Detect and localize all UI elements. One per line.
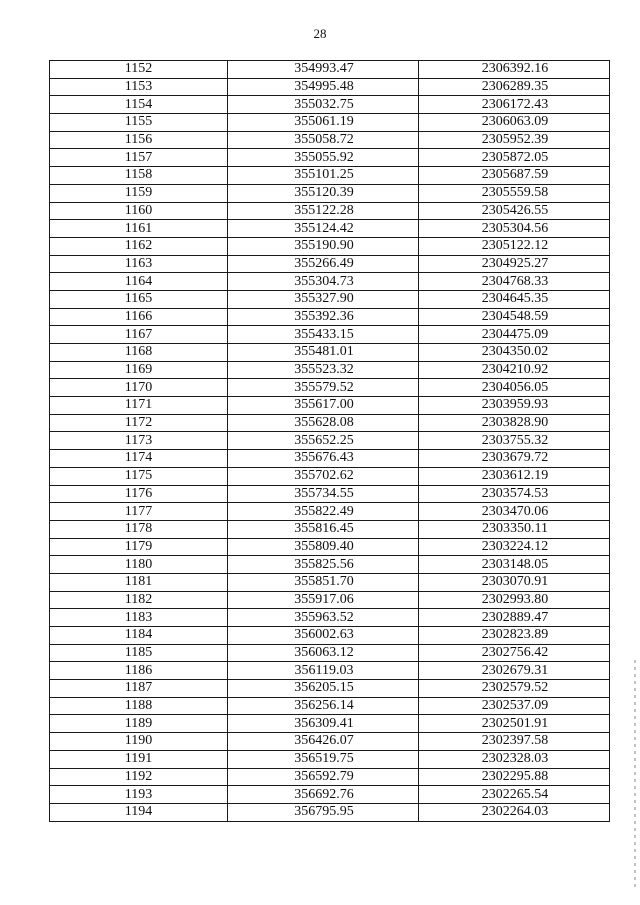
- point-number-cell: 1182: [50, 591, 228, 609]
- table-row: [50, 538, 610, 556]
- x-coordinate-cell: 356063.12: [228, 644, 419, 662]
- x-coordinate-cell: 355676.43: [228, 450, 419, 468]
- y-coordinate-cell: 2305304.56: [419, 220, 610, 238]
- x-coordinate-cell: 355523.32: [228, 361, 419, 379]
- x-coordinate-cell: 355702.62: [228, 467, 419, 485]
- x-coordinate-cell: 356256.14: [228, 697, 419, 715]
- y-coordinate-cell: 2303959.93: [419, 397, 610, 415]
- table-row: [50, 644, 610, 662]
- x-coordinate-cell: 355327.90: [228, 290, 419, 308]
- x-coordinate-cell: 355628.08: [228, 414, 419, 432]
- point-number-cell: 1156: [50, 131, 228, 149]
- table-row: [50, 273, 610, 291]
- y-coordinate-cell: 2303148.05: [419, 556, 610, 574]
- table-row: [50, 290, 610, 308]
- point-number-cell: 1184: [50, 627, 228, 645]
- point-number-cell: 1155: [50, 114, 228, 132]
- table-row: [50, 680, 610, 698]
- table-row: [50, 308, 610, 326]
- x-coordinate-cell: 355120.39: [228, 184, 419, 202]
- x-coordinate-cell: 355617.00: [228, 397, 419, 415]
- point-number-cell: 1176: [50, 485, 228, 503]
- y-coordinate-cell: 2302537.09: [419, 697, 610, 715]
- x-coordinate-cell: 355851.70: [228, 573, 419, 591]
- y-coordinate-cell: 2305952.39: [419, 131, 610, 149]
- x-coordinate-cell: 355032.75: [228, 96, 419, 114]
- y-coordinate-cell: 2302889.47: [419, 609, 610, 627]
- point-number-cell: 1167: [50, 326, 228, 344]
- x-coordinate-cell: 356119.03: [228, 662, 419, 680]
- y-coordinate-cell: 2303755.32: [419, 432, 610, 450]
- y-coordinate-cell: 2304925.27: [419, 255, 610, 273]
- table-row: [50, 167, 610, 185]
- point-number-cell: 1165: [50, 290, 228, 308]
- table-row: [50, 450, 610, 468]
- table-row: [50, 414, 610, 432]
- point-number-cell: 1185: [50, 644, 228, 662]
- x-coordinate-cell: 355392.36: [228, 308, 419, 326]
- x-coordinate-cell: 355963.52: [228, 609, 419, 627]
- x-coordinate-cell: 355061.19: [228, 114, 419, 132]
- x-coordinate-cell: 355266.49: [228, 255, 419, 273]
- y-coordinate-cell: 2303070.91: [419, 573, 610, 591]
- y-coordinate-cell: 2305122.12: [419, 237, 610, 255]
- table-row: [50, 520, 610, 538]
- table-row: [50, 556, 610, 574]
- y-coordinate-cell: 2302295.88: [419, 768, 610, 786]
- table-row: [50, 786, 610, 804]
- point-number-cell: 1152: [50, 61, 228, 79]
- y-coordinate-cell: 2304768.33: [419, 273, 610, 291]
- x-coordinate-cell: 356795.95: [228, 803, 419, 821]
- y-coordinate-cell: 2306063.09: [419, 114, 610, 132]
- point-number-cell: 1160: [50, 202, 228, 220]
- point-number-cell: 1164: [50, 273, 228, 291]
- x-coordinate-cell: 354995.48: [228, 78, 419, 96]
- table-row: [50, 344, 610, 362]
- x-coordinate-cell: 355734.55: [228, 485, 419, 503]
- point-number-cell: 1190: [50, 733, 228, 751]
- table-row: [50, 803, 610, 821]
- table-row: [50, 697, 610, 715]
- x-coordinate-cell: 355822.49: [228, 503, 419, 521]
- table-row: [50, 61, 610, 79]
- table-row: [50, 78, 610, 96]
- y-coordinate-cell: 2302756.42: [419, 644, 610, 662]
- table-row: [50, 149, 610, 167]
- x-coordinate-cell: 355917.06: [228, 591, 419, 609]
- point-number-cell: 1170: [50, 379, 228, 397]
- point-number-cell: 1168: [50, 344, 228, 362]
- table-row: [50, 467, 610, 485]
- coordinate-table: [49, 60, 610, 822]
- table-row: [50, 220, 610, 238]
- y-coordinate-cell: 2304475.09: [419, 326, 610, 344]
- y-coordinate-cell: 2303612.19: [419, 467, 610, 485]
- y-coordinate-cell: 2304056.05: [419, 379, 610, 397]
- y-coordinate-cell: 2303224.12: [419, 538, 610, 556]
- point-number-cell: 1157: [50, 149, 228, 167]
- x-coordinate-cell: 355124.42: [228, 220, 419, 238]
- table-row: [50, 591, 610, 609]
- x-coordinate-cell: 356205.15: [228, 680, 419, 698]
- x-coordinate-cell: 356002.63: [228, 627, 419, 645]
- y-coordinate-cell: 2306172.43: [419, 96, 610, 114]
- x-coordinate-cell: 356692.76: [228, 786, 419, 804]
- y-coordinate-cell: 2305872.05: [419, 149, 610, 167]
- x-coordinate-cell: 355816.45: [228, 520, 419, 538]
- table-row: [50, 662, 610, 680]
- point-number-cell: 1158: [50, 167, 228, 185]
- y-coordinate-cell: 2304350.02: [419, 344, 610, 362]
- point-number-cell: 1193: [50, 786, 228, 804]
- y-coordinate-cell: 2305426.55: [419, 202, 610, 220]
- point-number-cell: 1166: [50, 308, 228, 326]
- y-coordinate-cell: 2303350.11: [419, 520, 610, 538]
- table-row: [50, 715, 610, 733]
- table-row: [50, 432, 610, 450]
- x-coordinate-cell: 355481.01: [228, 344, 419, 362]
- y-coordinate-cell: 2306289.35: [419, 78, 610, 96]
- x-coordinate-cell: 355825.56: [228, 556, 419, 574]
- point-number-cell: 1180: [50, 556, 228, 574]
- table-row: [50, 609, 610, 627]
- point-number-cell: 1162: [50, 237, 228, 255]
- table-row: [50, 573, 610, 591]
- x-coordinate-cell: 355101.25: [228, 167, 419, 185]
- y-coordinate-cell: 2303470.06: [419, 503, 610, 521]
- table-row: [50, 733, 610, 751]
- point-number-cell: 1186: [50, 662, 228, 680]
- table-body: [50, 61, 610, 822]
- y-coordinate-cell: 2304210.92: [419, 361, 610, 379]
- point-number-cell: 1163: [50, 255, 228, 273]
- table-row: [50, 184, 610, 202]
- point-number-cell: 1169: [50, 361, 228, 379]
- point-number-cell: 1171: [50, 397, 228, 415]
- x-coordinate-cell: 356426.07: [228, 733, 419, 751]
- point-number-cell: 1192: [50, 768, 228, 786]
- y-coordinate-cell: 2305559.58: [419, 184, 610, 202]
- point-number-cell: 1181: [50, 573, 228, 591]
- x-coordinate-cell: 355122.28: [228, 202, 419, 220]
- scan-edge-mark: [634, 660, 636, 890]
- x-coordinate-cell: 355058.72: [228, 131, 419, 149]
- x-coordinate-cell: 355579.52: [228, 379, 419, 397]
- x-coordinate-cell: 355190.90: [228, 237, 419, 255]
- table-row: [50, 485, 610, 503]
- table-row: [50, 503, 610, 521]
- y-coordinate-cell: 2302579.52: [419, 680, 610, 698]
- point-number-cell: 1188: [50, 697, 228, 715]
- table-row: [50, 326, 610, 344]
- point-number-cell: 1194: [50, 803, 228, 821]
- table-row: [50, 627, 610, 645]
- x-coordinate-cell: 355055.92: [228, 149, 419, 167]
- table-row: [50, 768, 610, 786]
- table-row: [50, 131, 610, 149]
- y-coordinate-cell: 2302397.58: [419, 733, 610, 751]
- x-coordinate-cell: 355652.25: [228, 432, 419, 450]
- x-coordinate-cell: 355433.15: [228, 326, 419, 344]
- table-row: [50, 379, 610, 397]
- table-row: [50, 96, 610, 114]
- point-number-cell: 1191: [50, 750, 228, 768]
- point-number-cell: 1173: [50, 432, 228, 450]
- table-row: [50, 114, 610, 132]
- y-coordinate-cell: 2303679.72: [419, 450, 610, 468]
- point-number-cell: 1161: [50, 220, 228, 238]
- page-number: 28: [313, 26, 327, 41]
- table-row: [50, 255, 610, 273]
- y-coordinate-cell: 2302265.54: [419, 786, 610, 804]
- point-number-cell: 1154: [50, 96, 228, 114]
- point-number-cell: 1189: [50, 715, 228, 733]
- y-coordinate-cell: 2305687.59: [419, 167, 610, 185]
- table-row: [50, 361, 610, 379]
- y-coordinate-cell: 2302264.03: [419, 803, 610, 821]
- point-number-cell: 1172: [50, 414, 228, 432]
- x-coordinate-cell: 356309.41: [228, 715, 419, 733]
- y-coordinate-cell: 2303574.53: [419, 485, 610, 503]
- point-number-cell: 1175: [50, 467, 228, 485]
- point-number-cell: 1178: [50, 520, 228, 538]
- point-number-cell: 1177: [50, 503, 228, 521]
- table-row: [50, 750, 610, 768]
- x-coordinate-cell: 356592.79: [228, 768, 419, 786]
- x-coordinate-cell: 355809.40: [228, 538, 419, 556]
- y-coordinate-cell: 2302823.89: [419, 627, 610, 645]
- y-coordinate-cell: 2304548.59: [419, 308, 610, 326]
- x-coordinate-cell: 355304.73: [228, 273, 419, 291]
- table-row: [50, 202, 610, 220]
- table-row: [50, 237, 610, 255]
- y-coordinate-cell: 2302501.91: [419, 715, 610, 733]
- point-number-cell: 1153: [50, 78, 228, 96]
- y-coordinate-cell: 2302993.80: [419, 591, 610, 609]
- y-coordinate-cell: 2304645.35: [419, 290, 610, 308]
- point-number-cell: 1187: [50, 680, 228, 698]
- point-number-cell: 1179: [50, 538, 228, 556]
- y-coordinate-cell: 2306392.16: [419, 61, 610, 79]
- x-coordinate-cell: 354993.47: [228, 61, 419, 79]
- point-number-cell: 1174: [50, 450, 228, 468]
- y-coordinate-cell: 2303828.90: [419, 414, 610, 432]
- x-coordinate-cell: 356519.75: [228, 750, 419, 768]
- table-row: [50, 397, 610, 415]
- y-coordinate-cell: 2302679.31: [419, 662, 610, 680]
- y-coordinate-cell: 2302328.03: [419, 750, 610, 768]
- point-number-cell: 1159: [50, 184, 228, 202]
- point-number-cell: 1183: [50, 609, 228, 627]
